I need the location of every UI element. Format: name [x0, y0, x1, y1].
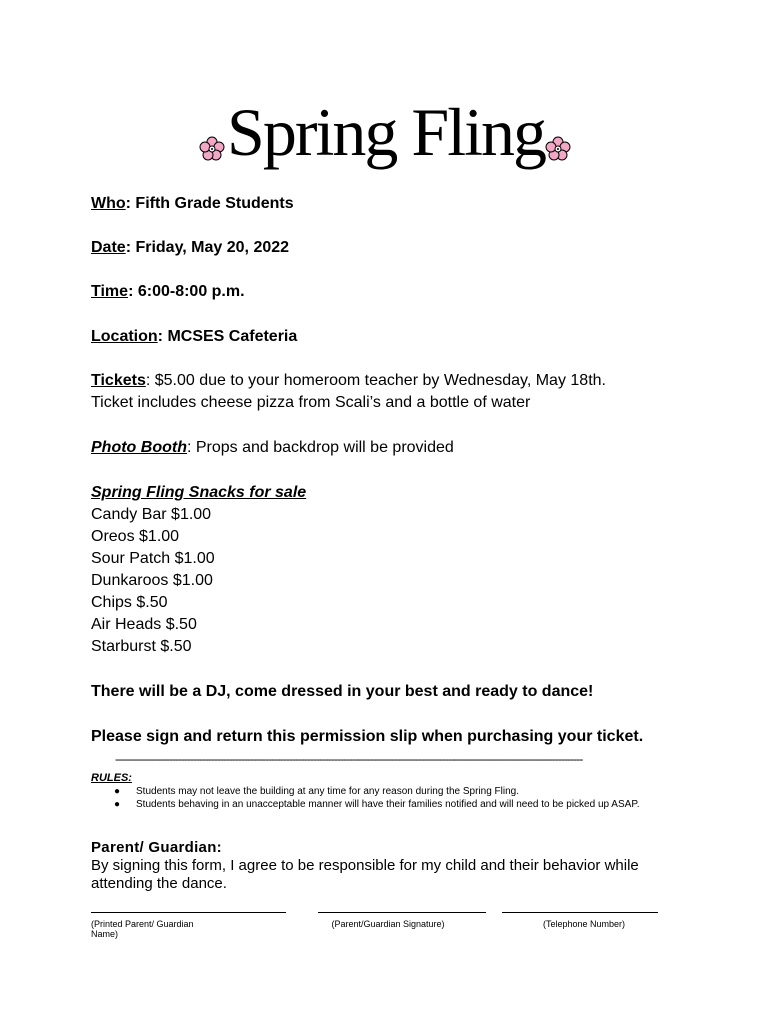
tickets-value: : $5.00 due to your homeroom teacher by Wednesday, May 18th. [145, 372, 606, 389]
guardian-text: attending the dance. [91, 875, 227, 892]
separator-line: ------------------------------------------------------------------------------------------------------------------------------------------------------------ [115, 752, 583, 766]
snacks-heading: Spring Fling Snacks for sale [91, 484, 307, 501]
signature-line[interactable] [318, 912, 486, 913]
telephone-line[interactable] [502, 912, 658, 913]
rules-label: RULES: [91, 772, 132, 784]
photo-booth-value: : Props and backdrop will be provided [186, 439, 454, 456]
date-value: : Friday, May 20, 2022 [125, 239, 290, 256]
title-text: Spring Fling [227, 94, 545, 170]
telephone-label: (Telephone Number) [542, 919, 626, 929]
guardian-text: By signing this form, I agree to be responsible for my child and their behavior while [91, 857, 639, 874]
guardian-heading: Parent/ Guardian: [91, 839, 222, 856]
printed-name-line[interactable] [91, 912, 286, 913]
dj-line: There will be a DJ, come dressed in your best and ready to dance! [91, 683, 594, 700]
snack-item: Chips $.50 [91, 594, 168, 611]
bullet-icon: ● [114, 786, 121, 797]
tickets-label: Tickets [91, 372, 146, 389]
rule-text: Students may not leave the building at any time for any reason during the Spring Fling. [136, 786, 520, 797]
printed-name-label: (Printed Parent/ Guardian Name) [91, 919, 194, 939]
location-label: Location [91, 328, 158, 345]
photo-booth-line [91, 437, 454, 459]
rule-text: Students behaving in an unacceptable manner will have their families notified and will need to be picked up ASAP. [136, 799, 640, 810]
date-label: Date [91, 239, 126, 256]
tickets-line [91, 370, 606, 392]
who-line [91, 193, 294, 215]
snack-item: Dunkaroos $1.00 [91, 572, 213, 589]
location-value: : MCSES Cafeteria [157, 328, 298, 345]
time-value: : 6:00-8:00 p.m. [128, 283, 245, 300]
snack-item: Starburst $.50 [91, 638, 192, 655]
title-row [0, 92, 770, 172]
date-line [91, 237, 289, 259]
permission-line: Please sign and return this permission slip when purchasing your ticket. [91, 728, 644, 745]
snack-item: Sour Patch $1.00 [91, 550, 215, 567]
snack-item: Oreos $1.00 [91, 528, 180, 545]
location-line [91, 326, 297, 348]
flower-icon [199, 136, 225, 162]
who-value: : Fifth Grade Students [125, 195, 294, 212]
signature-label: (Parent/Guardian Signature) [331, 919, 445, 929]
who-label: Who [91, 195, 126, 212]
snack-item: Candy Bar $1.00 [91, 506, 212, 523]
time-line [91, 281, 245, 303]
snack-item: Air Heads $.50 [91, 616, 197, 633]
bullet-icon: ● [114, 799, 121, 810]
time-label: Time [91, 283, 129, 300]
tickets-detail: Ticket includes cheese pizza from Scali’s and a bottle of water [91, 394, 531, 411]
photo-booth-label: Photo Booth [91, 439, 187, 456]
page-title [199, 92, 571, 172]
flower-icon [545, 136, 571, 162]
